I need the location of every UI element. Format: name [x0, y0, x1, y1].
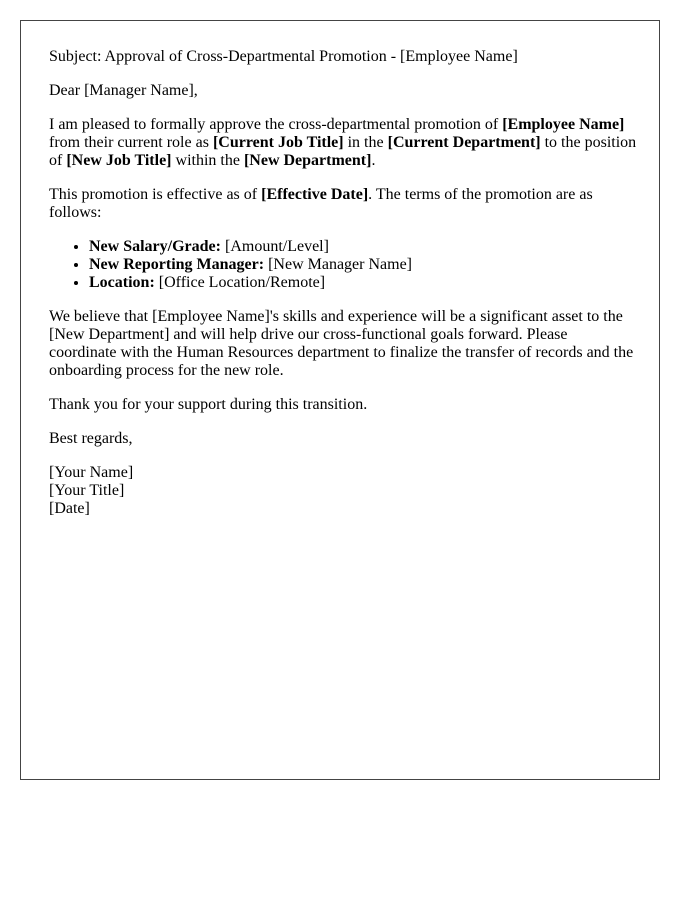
effective-text-2: . The terms of the promotion are as follows:: [49, 186, 593, 221]
employee-name-placeholder: [Employee Name]: [502, 116, 625, 133]
letter-body: [49, 48, 639, 534]
effective-date-paragraph: [49, 186, 639, 222]
list-item: [89, 256, 639, 274]
approval-text-5: within the: [171, 152, 244, 169]
signature-block: [49, 464, 639, 518]
approval-text-2: from their current role as: [49, 134, 213, 151]
term-label: New Salary/Grade:: [89, 238, 221, 255]
subject-line: Subject: Approval of Cross-Departmental Promotion - [Employee Name]: [49, 48, 518, 65]
signature-title: [Your Title]: [49, 482, 125, 499]
list-item: [89, 238, 639, 256]
approval-text-4: to the position of: [49, 134, 637, 169]
term-label: Location:: [89, 274, 155, 291]
thanks-paragraph: Thank you for your support during this transition.: [49, 396, 368, 413]
signature-name: [Your Name]: [49, 464, 134, 481]
approval-text-1: I am pleased to formally approve the cross-departmental promotion of: [49, 116, 503, 133]
promotion-terms-list: [49, 238, 639, 292]
current-job-title-placeholder: [Current Job Title]: [212, 134, 344, 151]
current-department-placeholder: [Current Department]: [387, 134, 541, 151]
approval-paragraph: [49, 116, 639, 170]
term-value: [Office Location/Remote]: [154, 274, 326, 291]
signature-date: [Date]: [49, 500, 90, 517]
salutation: Dear [Manager Name],: [49, 82, 198, 99]
term-label: New Reporting Manager:: [89, 256, 265, 273]
letter-page: [20, 20, 660, 780]
belief-paragraph: We believe that [Employee Name]'s skills and experience will be a significant asset to the [New Department] and will help drive our cross-functional goals forward. Please coordinate with the Human Resources department to finalize the transfer of records and the onboarding process for the new role.: [49, 308, 634, 379]
term-value: [Amount/Level]: [220, 238, 329, 255]
effective-text-1: This promotion is effective as of: [49, 186, 262, 203]
new-job-title-placeholder: [New Job Title]: [66, 152, 172, 169]
term-value: [New Manager Name]: [264, 256, 413, 273]
approval-text-6: .: [371, 152, 376, 169]
new-department-placeholder: [New Department]: [243, 152, 372, 169]
effective-date-placeholder: [Effective Date]: [261, 186, 369, 203]
closing: Best regards,: [49, 430, 133, 447]
approval-text-3: in the: [343, 134, 388, 151]
list-item: [89, 274, 639, 292]
